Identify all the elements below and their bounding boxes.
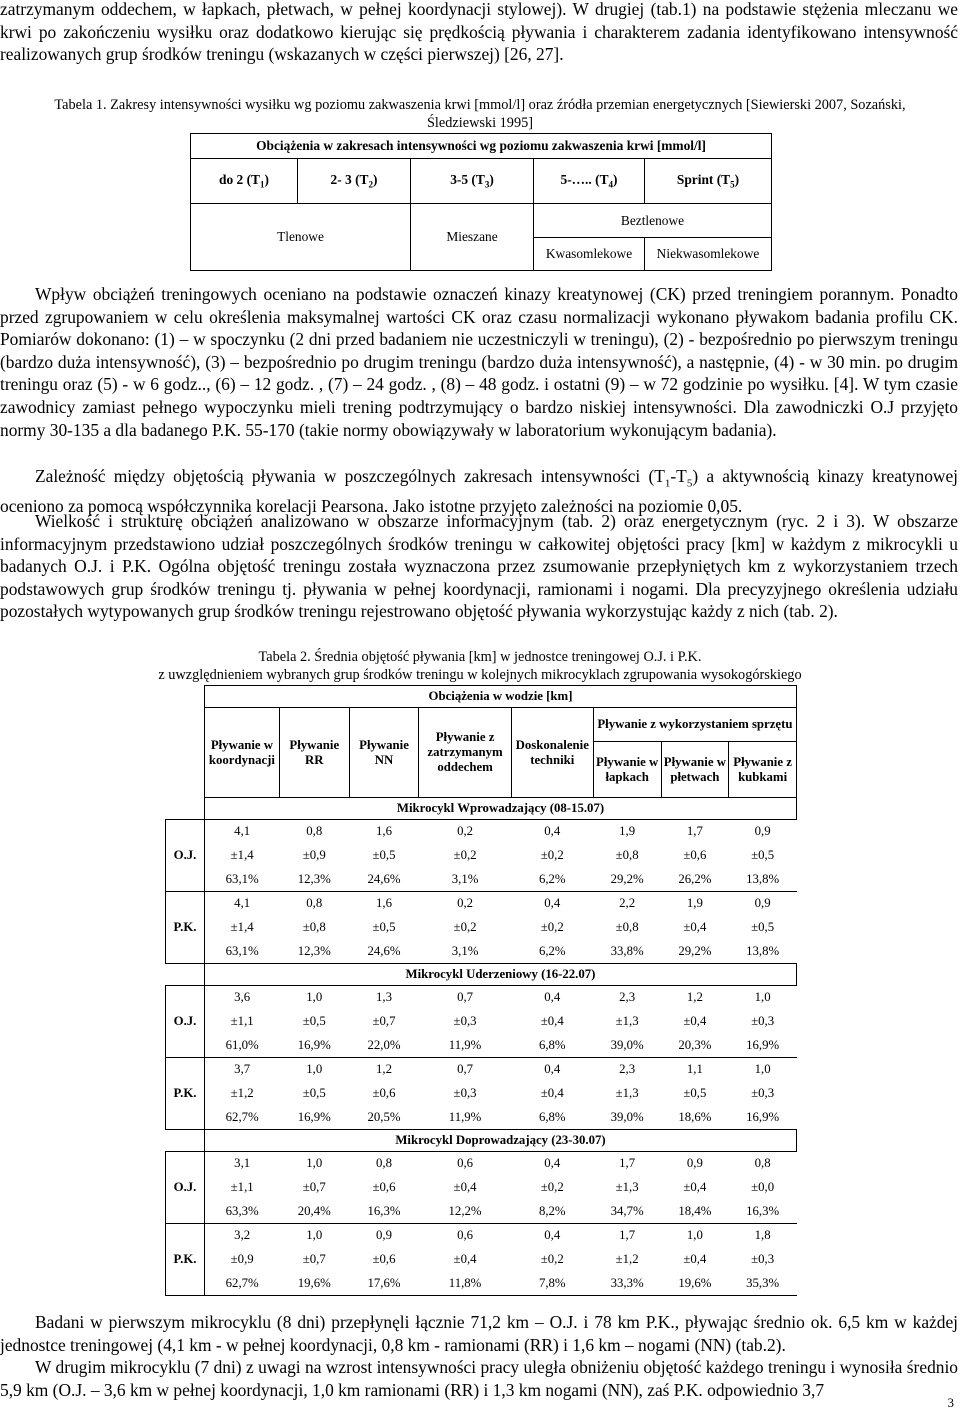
table2-cell: 6,8% <box>538 1037 566 1052</box>
table2-cell: 1,0 <box>661 1224 729 1248</box>
table2-cell: ±0,4 <box>453 1252 477 1266</box>
table2-cell: 17,6% <box>367 1275 401 1290</box>
table2-cell: ±0,8 <box>302 920 326 934</box>
table2-cell: 3,1% <box>451 871 479 886</box>
table2-cell: 63,1% <box>225 871 259 886</box>
table-row <box>166 1106 797 1130</box>
table2-cell: ±1,1 <box>230 1180 254 1194</box>
table2-cell: 16,3% <box>746 1203 780 1218</box>
table2-top-header: Obciążenia w wodzie [km] <box>204 686 796 708</box>
table2-cell: 20,4% <box>297 1203 331 1218</box>
table2-cell: 1,1 <box>661 1058 729 1082</box>
table2-cell: 16,9% <box>297 1109 331 1124</box>
table2-cell: ±0,6 <box>372 1252 396 1266</box>
table-row <box>166 1176 797 1200</box>
table2-cell: 0,7 <box>419 986 511 1010</box>
table2-cell: 63,1% <box>225 943 259 958</box>
table2-cell: 22,0% <box>367 1037 401 1052</box>
table2-cell: 16,9% <box>746 1109 780 1124</box>
table2-cell: 1,0 <box>729 986 797 1010</box>
table-row <box>166 1248 797 1272</box>
table2-cell: 1,6 <box>349 820 419 844</box>
table-row <box>166 1082 797 1106</box>
table2-cell: 11,9% <box>448 1109 482 1124</box>
table2-cell: ±0,2 <box>453 848 477 862</box>
table-row <box>166 1272 797 1296</box>
table2-cell: 1,0 <box>279 1152 349 1176</box>
table2-cell: ±0,5 <box>372 920 396 934</box>
table2-cell: 1,7 <box>661 820 729 844</box>
table1 <box>190 133 772 271</box>
table2-col-koordynacja: Pływanie w koordynacji <box>204 708 279 798</box>
table2-cell: 3,6 <box>204 986 279 1010</box>
table2-cell: 0,4 <box>511 820 593 844</box>
table2-cell: 11,8% <box>448 1275 482 1290</box>
table2-cell: ±1,3 <box>615 1086 639 1100</box>
table2-cell: ±0,8 <box>615 920 639 934</box>
table2-block-title: Mikrocykl Doprowadzający (23-30.07) <box>204 1130 796 1152</box>
table2-cell: 39,0% <box>610 1037 644 1052</box>
table2-cell: 4,1 <box>204 820 279 844</box>
table2-cell: 33,8% <box>610 943 644 958</box>
table2-cell: 3,1% <box>451 943 479 958</box>
table1-tlenowe: Tlenowe <box>191 204 411 271</box>
table2-cell: ±0,3 <box>453 1086 477 1100</box>
table2-cell: 6,2% <box>538 943 566 958</box>
table2-cell: 19,6% <box>678 1275 712 1290</box>
table2-cell: 33,3% <box>610 1275 644 1290</box>
table2-cell: ±0,5 <box>302 1086 326 1100</box>
table1-caption: Tabela 1. Zakresy intensywności wysiłku wg poziomu zakwaszenia krwi [mmol/l] oraz źródła przemian energetycznych [Siewierski 2007, Sozański, Śledziewski 1995] <box>54 97 906 131</box>
table2-cell: 16,9% <box>746 1037 780 1052</box>
table2-cell: ±0,2 <box>540 1180 564 1194</box>
table2-cell: ±0,7 <box>372 1014 396 1028</box>
table2-cell: ±0,5 <box>372 848 396 862</box>
table1-range-2: 2- 3 $(T_2)$ <box>298 159 411 204</box>
table2-cell: ±0,4 <box>683 920 707 934</box>
table-row <box>166 916 797 940</box>
table2-cell: 0,4 <box>511 1058 593 1082</box>
table2 <box>165 685 797 1296</box>
table2-cell: 0,6 <box>419 1152 511 1176</box>
table2-equip-header: Pływanie z wykorzystaniem sprzętu <box>593 708 796 742</box>
table2-cell: 0,4 <box>511 1224 593 1248</box>
table2-cell: 19,6% <box>297 1275 331 1290</box>
table2-cell: 12,3% <box>297 943 331 958</box>
table-row <box>166 1010 797 1034</box>
table2-cell: ±0,9 <box>230 1252 254 1266</box>
table2-cell: 0,9 <box>661 1152 729 1176</box>
table-row <box>166 868 797 892</box>
page-number: 3 <box>947 1395 954 1410</box>
table2-cell: ±0,6 <box>683 848 707 862</box>
table2-cell: 6,2% <box>538 871 566 886</box>
table2-cell: 1,2 <box>661 986 729 1010</box>
table-row <box>166 940 797 964</box>
table2-cell: 0,8 <box>729 1152 797 1176</box>
table2-cell: ±1,3 <box>615 1014 639 1028</box>
table-row <box>166 1200 797 1224</box>
table2-cell: ±1,2 <box>615 1252 639 1266</box>
table2-cell: 11,9% <box>448 1037 482 1052</box>
table2-cell: ±0,2 <box>453 920 477 934</box>
table2-row-label: P.K. <box>166 1058 205 1130</box>
table2-cell: 39,0% <box>610 1109 644 1124</box>
table2-cell: ±0,8 <box>615 848 639 862</box>
table2-cell: 0,4 <box>511 1152 593 1176</box>
table2-cell: 0,4 <box>511 892 593 916</box>
paragraph-intro: zatrzymanym oddechem, w łapkach, płetwach, w pełnej koordynacji stylowej). W drugiej (tab.1) na podstawie stężenia mleczanu we krwi po zakończeniu wysiłku oraz dodatkowo kierując się prędkością pływania i charakterem zadania identyfikowano intensywność realizowanych grup środków treningu (wskazanych w części pierwszej) [26, 27]. <box>0 0 958 65</box>
table-row <box>166 844 797 868</box>
table1-range-3: 3-5 $(T_3)$ <box>411 159 534 204</box>
table2-cell: 0,2 <box>419 892 511 916</box>
table2-cell: 20,5% <box>367 1109 401 1124</box>
table2-cell: 0,8 <box>349 1152 419 1176</box>
table2-row-label: P.K. <box>166 892 205 964</box>
table2-cell: 1,7 <box>593 1152 661 1176</box>
table2-cell: 26,2% <box>678 871 712 886</box>
table1-kwasomlekowe: Kwasomlekowe <box>534 238 645 271</box>
table2-cell: 13,8% <box>746 871 780 886</box>
table2-cell: 1,9 <box>661 892 729 916</box>
paragraph-structure: Wielkość i strukturę obciążeń analizowano w obszarze informacyjnym (tab. 2) oraz energetycznym (ryc. 2 i 3). W obszarze informacyjnym przedstawiono udział poszczególnych środków treningu w całkowitej objętości pracy [km] w każdym z mikrocykli u badanych O.J. i P.K. Ogólna objętość treningu została wyznaczona przez zsumowanie przepłyniętych km z wykorzystaniem trzech podstawowych grup środków treningu tj. pływania w pełnej koordynacji, ramionami i nogami. Dla precyzyjnego określenia udziału pozostałych wytypowanych grup środków treningu rejestrowano objętość pływania wykorzystując każdy z nich (tab. 2). <box>0 511 958 622</box>
table2-row-label: O.J. <box>166 1152 205 1224</box>
table2-cell: ±0,3 <box>751 1252 775 1266</box>
table2-cell: 35,3% <box>746 1275 780 1290</box>
table1-header: Obciążenia w zakresach intensywności wg poziomu zakwaszenia krwi [mmol/l] <box>191 134 772 159</box>
paragraph-microcycle-2: W drugim mikrocyklu (7 dni) z uwagi na wzrost intensywności pracy uległa obniżeniu objętość każdego treningu i wynosiła średnio 5,9 km (O.J. – 3,6 km w pełnej koordynacji, 1,0 km ramionami (RR) i 1,3 km nogami (NN), zaś P.K. odpowiednio 3,7 <box>0 1357 958 1400</box>
table2-col-oddech: Pływanie z zatrzymanym oddechem <box>419 708 511 798</box>
table2-cell: 6,8% <box>538 1109 566 1124</box>
paragraph-microcycle-1: Badani w pierwszym mikrocyklu (8 dni) przepłynęli łącznie 71,2 km – O.J. i 78 km P.K., pływając średnio ok. 6,5 km w każdej jednostce treningowej (4,1 km - w pełnej koordynacji, 0,8 km - ramionami (RR) i 1,6 km – nogami (NN) (tab.2). <box>0 1312 958 1355</box>
table2-cell: ±0,5 <box>751 920 775 934</box>
paragraph-correlation: Zależność między objętością pływania w poszczególnych zakresach intensywności $(T_1-T_5)$ a aktywnością kinazy kreatynowej oceniono za pomocą współczynnika korelacji Pearsona. Jako istotne przyjęto zależności na poziomie 0,05. <box>0 466 958 517</box>
table2-cell: ±1,4 <box>230 848 254 862</box>
table2-cell: ±1,2 <box>230 1086 254 1100</box>
table2-cell: 1,3 <box>349 986 419 1010</box>
table2-cell: 29,2% <box>678 943 712 958</box>
table1-niekwasomlekowe: Niekwasomlekowe <box>645 238 772 271</box>
table2-cell: 61,0% <box>225 1037 259 1052</box>
table2-cell: ±0,5 <box>751 848 775 862</box>
table2-cell: 0,2 <box>419 820 511 844</box>
table2-cell: ±0,7 <box>302 1252 326 1266</box>
table1-mieszane: Mieszane <box>411 204 534 271</box>
table2-cell: ±0,2 <box>540 920 564 934</box>
table2-col-kubki: Pływanie z kubkami <box>729 742 797 798</box>
table2-cell: 62,7% <box>225 1109 259 1124</box>
table2-cell: ±0,3 <box>751 1014 775 1028</box>
table2-col-nn: Pływanie NN <box>349 708 419 798</box>
table2-cell: 0,8 <box>279 892 349 916</box>
table2-cell: 12,2% <box>448 1203 482 1218</box>
table2-cell: ±0,0 <box>751 1180 775 1194</box>
table2-cell: 3,1 <box>204 1152 279 1176</box>
table1-range-1: do 2 $(T_1)$ <box>191 159 298 204</box>
table2-cell: 1,7 <box>593 1224 661 1248</box>
table-row <box>166 1152 797 1176</box>
table2-cell: ±0,4 <box>453 1180 477 1194</box>
table2-cell: 2,3 <box>593 1058 661 1082</box>
table2-cell: 1,0 <box>279 1058 349 1082</box>
table2-cell: 12,3% <box>297 871 331 886</box>
table-row <box>166 1058 797 1082</box>
table2-cell: ±0,3 <box>453 1014 477 1028</box>
table2-cell: 0,9 <box>349 1224 419 1248</box>
table2-cell: 1,2 <box>349 1058 419 1082</box>
table2-block-title: Mikrocykl Wprowadzający (08-15.07) <box>204 798 796 820</box>
table2-col-pletwy: Pływanie w płetwach <box>661 742 729 798</box>
table2-cell: ±1,3 <box>615 1180 639 1194</box>
table2-cell: 0,8 <box>279 820 349 844</box>
table-row <box>166 892 797 916</box>
table2-cell: 0,9 <box>729 820 797 844</box>
table2-cell: ±0,6 <box>372 1086 396 1100</box>
table2-cell: ±0,9 <box>302 848 326 862</box>
table2-col-lapki: Pływanie w łapkach <box>593 742 661 798</box>
table2-caption-1: Tabela 2. Średnia objętość pływania [km] w jednostce treningowej O.J. i P.K. <box>258 649 702 665</box>
table2-cell: 1,0 <box>279 986 349 1010</box>
table2-cell: 1,9 <box>593 820 661 844</box>
table2-cell: 4,1 <box>204 892 279 916</box>
table2-cell: ±0,4 <box>683 1014 707 1028</box>
table-row <box>166 1034 797 1058</box>
table2-cell: 1,0 <box>729 1058 797 1082</box>
table2-cell: ±1,4 <box>230 920 254 934</box>
table2-cell: 1,8 <box>729 1224 797 1248</box>
table2-cell: 1,6 <box>349 892 419 916</box>
table2-cell: 13,8% <box>746 943 780 958</box>
table2-cell: ±0,6 <box>372 1180 396 1194</box>
table-row <box>166 1224 797 1248</box>
table2-cell: 20,3% <box>678 1037 712 1052</box>
table2-block-title: Mikrocykl Uderzeniowy (16-22.07) <box>204 964 796 986</box>
table2-row-label: O.J. <box>166 986 205 1058</box>
table2-cell: 0,9 <box>729 892 797 916</box>
table2-cell: 7,8% <box>538 1275 566 1290</box>
table2-cell: ±0,4 <box>683 1252 707 1266</box>
table2-cell: ±0,4 <box>540 1014 564 1028</box>
table2-cell: 24,6% <box>367 871 401 886</box>
table2-col-rr: Pływanie RR <box>279 708 349 798</box>
table2-cell: 29,2% <box>610 871 644 886</box>
table2-cell: 3,2 <box>204 1224 279 1248</box>
table2-cell: 3,7 <box>204 1058 279 1082</box>
table-row <box>166 986 797 1010</box>
table2-cell: 34,7% <box>610 1203 644 1218</box>
table2-cell: ±0,5 <box>302 1014 326 1028</box>
table-row <box>166 820 797 844</box>
table2-cell: ±0,7 <box>302 1180 326 1194</box>
table2-cell: ±0,4 <box>683 1180 707 1194</box>
table2-cell: 16,9% <box>297 1037 331 1052</box>
table2-cell: 24,6% <box>367 943 401 958</box>
table2-cell: ±0,3 <box>751 1086 775 1100</box>
table2-cell: 62,7% <box>225 1275 259 1290</box>
paragraph-ck: Wpływ obciążeń treningowych oceniano na podstawie oznaczeń kinazy kreatynowej (CK) przed treningiem porannym. Ponadto przed zgrupowaniem w celu określenia maksymalnej wartości CK oraz czasu normalizacji wykonano pływakom badania profilu CK. Pomiarów dokonano: (1) – w spoczynku (2 dni przed badaniem nie uczestniczyli w treningu), (2) - bezpośrednio po pierwszym treningu (bardzo duża intensywność), (3) – bezpośrednio po drugim treningu (bardzo duża intensywność), a następnie, (4) - w 30 min. po drugim treningu oraz (5) - w 6 godz.., (6) – 12 godz. , (7) – 24 godz. , (8) – 48 godz. i ostatni (9) – w 72 godzinie po wysiłku. [4]. W tym czasie zawodnicy zamiast pełnego wypoczynku mieli trening podtrzymujący o bardzo niskiej intensywności. Dla zawodniczki O.J przyjęto normy 30-135 a dla badanego P.K. 55-170 (takie normy obowiązywały w laboratorium wykonującym badania). <box>0 284 958 440</box>
table2-cell: 2,3 <box>593 986 661 1010</box>
table2-cell: ±0,2 <box>540 1252 564 1266</box>
table2-cell: 0,4 <box>511 986 593 1010</box>
table2-cell: ±0,2 <box>540 848 564 862</box>
table2-row-label: P.K. <box>166 1224 205 1296</box>
table2-cell: 8,2% <box>538 1203 566 1218</box>
table2-cell: 63,3% <box>225 1203 259 1218</box>
table2-cell: 18,6% <box>678 1109 712 1124</box>
table2-cell: 18,4% <box>678 1203 712 1218</box>
table2-cell: ±1,1 <box>230 1014 254 1028</box>
table1-range-4: 5-….. $(T_4)$ <box>534 159 645 204</box>
table2-caption-2: z uwzględnieniem wybranych grup środków treningu w kolejnych mikrocyklach zgrupowania wysokogórskiego <box>158 667 802 683</box>
table1-beztlenowe: Beztlenowe <box>534 204 772 238</box>
table2-row-label: O.J. <box>166 820 205 892</box>
table2-cell: 0,6 <box>419 1224 511 1248</box>
table2-cell: 0,7 <box>419 1058 511 1082</box>
table2-cell: 16,3% <box>367 1203 401 1218</box>
table2-cell: ±0,4 <box>540 1086 564 1100</box>
table2-cell: 1,0 <box>279 1224 349 1248</box>
table2-col-technika: Doskonalenie techniki <box>511 708 593 798</box>
table1-range-5: Sprint $(T_5)$ <box>645 159 772 204</box>
table2-cell: ±0,5 <box>683 1086 707 1100</box>
table2-cell: 2,2 <box>593 892 661 916</box>
